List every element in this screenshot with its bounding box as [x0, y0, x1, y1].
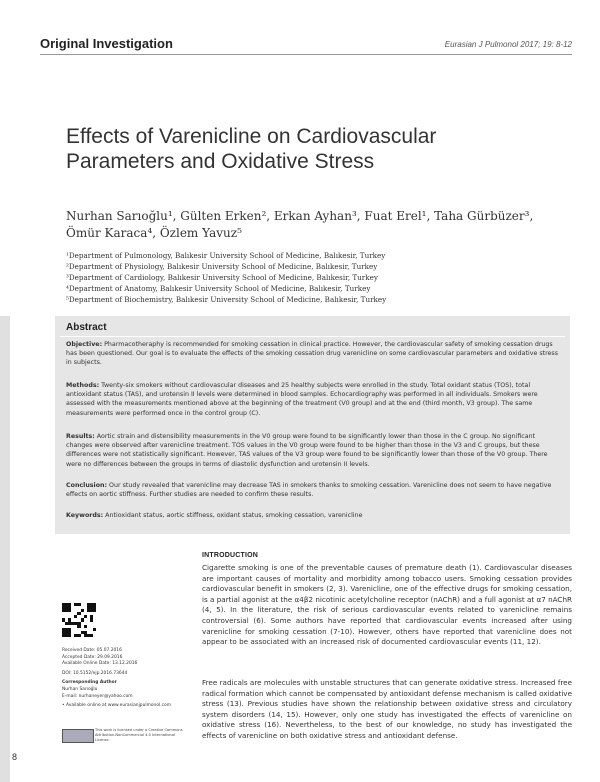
affiliation-5: ⁵Department of Biochemistry, Balıkesir University School of Medicine, Balıkesir, Turkey [66, 295, 387, 304]
abstract-heading: Abstract [66, 322, 107, 333]
header-rule [40, 54, 572, 55]
results-label: Results: [66, 433, 95, 440]
qr-code-icon [62, 603, 96, 637]
introduction-heading: INTRODUCTION [202, 552, 259, 559]
online-date: Available Online Date: 13.12.2016 [62, 661, 138, 667]
affiliation-2: ²Department of Physiology, Balıkesir University School of Medicine, Balıkesir, Turkey [66, 262, 378, 271]
accepted-date: Accepted Date: 29.09.2016 [62, 654, 123, 660]
doi: DOI: 10.5152/ejp.2016.73644 [62, 670, 128, 676]
corresponding-author-name: Nurhan Sarıoğlu [62, 686, 98, 692]
abstract-results [66, 432, 560, 469]
online-note: • Available online at www.eurasianjpulmonol.com [62, 703, 172, 709]
methods-label: Methods: [66, 382, 100, 389]
corresponding-author-label: Corresponding Author [62, 680, 117, 686]
section-label: Original Investigation [40, 36, 173, 51]
conclusion-text: Our study revealed that varenicline may decrease TAS in smokers thanks to smoking cessation. Varenicline does not seem to have negative effects on aortic stiffness. Further studies are needed to confirm these results. [66, 482, 552, 499]
introduction-paragraph-2: Free radicals are molecules with unstable structures that can generate oxidative stress. Increased free radical formation which cannot be compensated by antioxidant defense mechanism is called oxidative stress (13). Previous studies have shown the relationship between oxidative stress and circulatory system disorders (14, 15). However, only one study has investigated the effects of varenicline on oxidative stress (16). Nevertheless, to the best of our knowledge, no study has investigated the effects of varenicline on both oxidative stress and antioxidant defense. [202, 678, 572, 740]
affiliations [66, 250, 536, 305]
creative-commons-icon [62, 729, 94, 743]
abstract-methods [66, 381, 560, 418]
license-text: This work is licensed under a Creative Commons Attribution-NonCommercial 4.0 International License. [95, 728, 183, 742]
abstract-keywords [66, 511, 560, 520]
objective-label: Objective: [66, 341, 103, 348]
affiliation-4: ⁴Department of Anatomy, Balıkesir University School of Medicine, Balıkesir, Turkey [66, 284, 371, 293]
received-date: Received Date: 05.07.2016 [62, 648, 122, 653]
abstract-objective [66, 340, 560, 368]
objective-text: Pharmacotheraphy is recommended for smoking cessation in clinical practice. However, the cardiovascular safety of smoking cessation drugs has been questioned. Our goal is to evaluate the effects of the smoking cessation drug varenicline on some cardiovascular parameters and oxidative stress in subjects. [66, 341, 558, 367]
article-info [62, 648, 182, 710]
author-email: E-mail: nurhaneyer@yahoo.com [62, 693, 133, 699]
keywords-label: Keywords: [66, 512, 104, 519]
author-list: Nurhan Sarıoğlu¹, Gülten Erken², Erkan Ayhan³, Fuat Erel¹, Taha Gürbüzer³, Ömür Karaca⁴, Özlem Yavuz⁵ [66, 209, 534, 240]
affiliation-3: ³Department of Cardiology, Balıkesir University School of Medicine, Balıkesir, Turkey [66, 273, 378, 282]
abstract-conclusion [66, 481, 560, 499]
journal-reference: Eurasian J Pulmonol 2017; 19: 8-12 [444, 40, 572, 49]
side-strip [0, 316, 10, 782]
article-title: Effects of Varenicline on Cardiovascular Parameters and Oxidative Stress [66, 125, 437, 173]
page-number: 8 [12, 752, 18, 762]
results-text: Aortic strain and distensibility measurements in the V0 group were found to be significantly lower than those in the C group. No significant changes were observed after varenicline treatment. TOS values in the V0 group were found to be higher than those in the V3 and C groups, but these differences were not statistically significant. However, TAS values of the V3 group were found to be significantly lower than those of the V0 group. There were no differences between the groups in terms of diastolic dysfunction and urotensin II levels. [66, 433, 548, 468]
keywords-text: Antioxidant status, aortic stiffness, oxidant status, smoking cessation, varenicline [103, 512, 363, 519]
conclusion-label: Conclusion: [66, 482, 108, 489]
introduction-paragraph-1: Cigarette smoking is one of the preventable causes of premature death (1). Cardiovascular diseases are important causes of mortality and morbidity among tobacco users. Smoking cessation provides cardiovascular benefit in smokers (2, 3). Varenicline, one of the effective drugs for smoking cessation, is a partial agonist at the α4β2 nicotinic acetylcholine receptor (nAChR) and a full agonist at α7 nAChR (4, 5). In the literature, the risk of serious cardiovascular events related to varenicline remains controversial (6). Some authors have reported that cardiovascular events increased after using varenicline for smoking cessation (7-10). However, others have reported that varenicline does not appear to be associated with an increased risk of documented cardiovascular events (11, 12). [202, 563, 572, 647]
affiliation-1: ¹Department of Pulmonology, Balıkesir University School of Medicine, Balıkesir, Turkey [66, 251, 386, 260]
abstract-divider [60, 336, 565, 337]
methods-text: Twenty-six smokers without cardiovascular diseases and 25 healthy subjects were enrolled in the study. Total oxidant status (TOS), total antioxidant status (TAS), and urotensin II levels were determined in blood samples. Echocardiography was performed in all individuals. Smokers were assessed with the measurements mentioned above at the beginning of the treatment (V0 group) and at the end (third month, V3 group). The same measurements were performed once in the control group (C). [66, 382, 538, 417]
